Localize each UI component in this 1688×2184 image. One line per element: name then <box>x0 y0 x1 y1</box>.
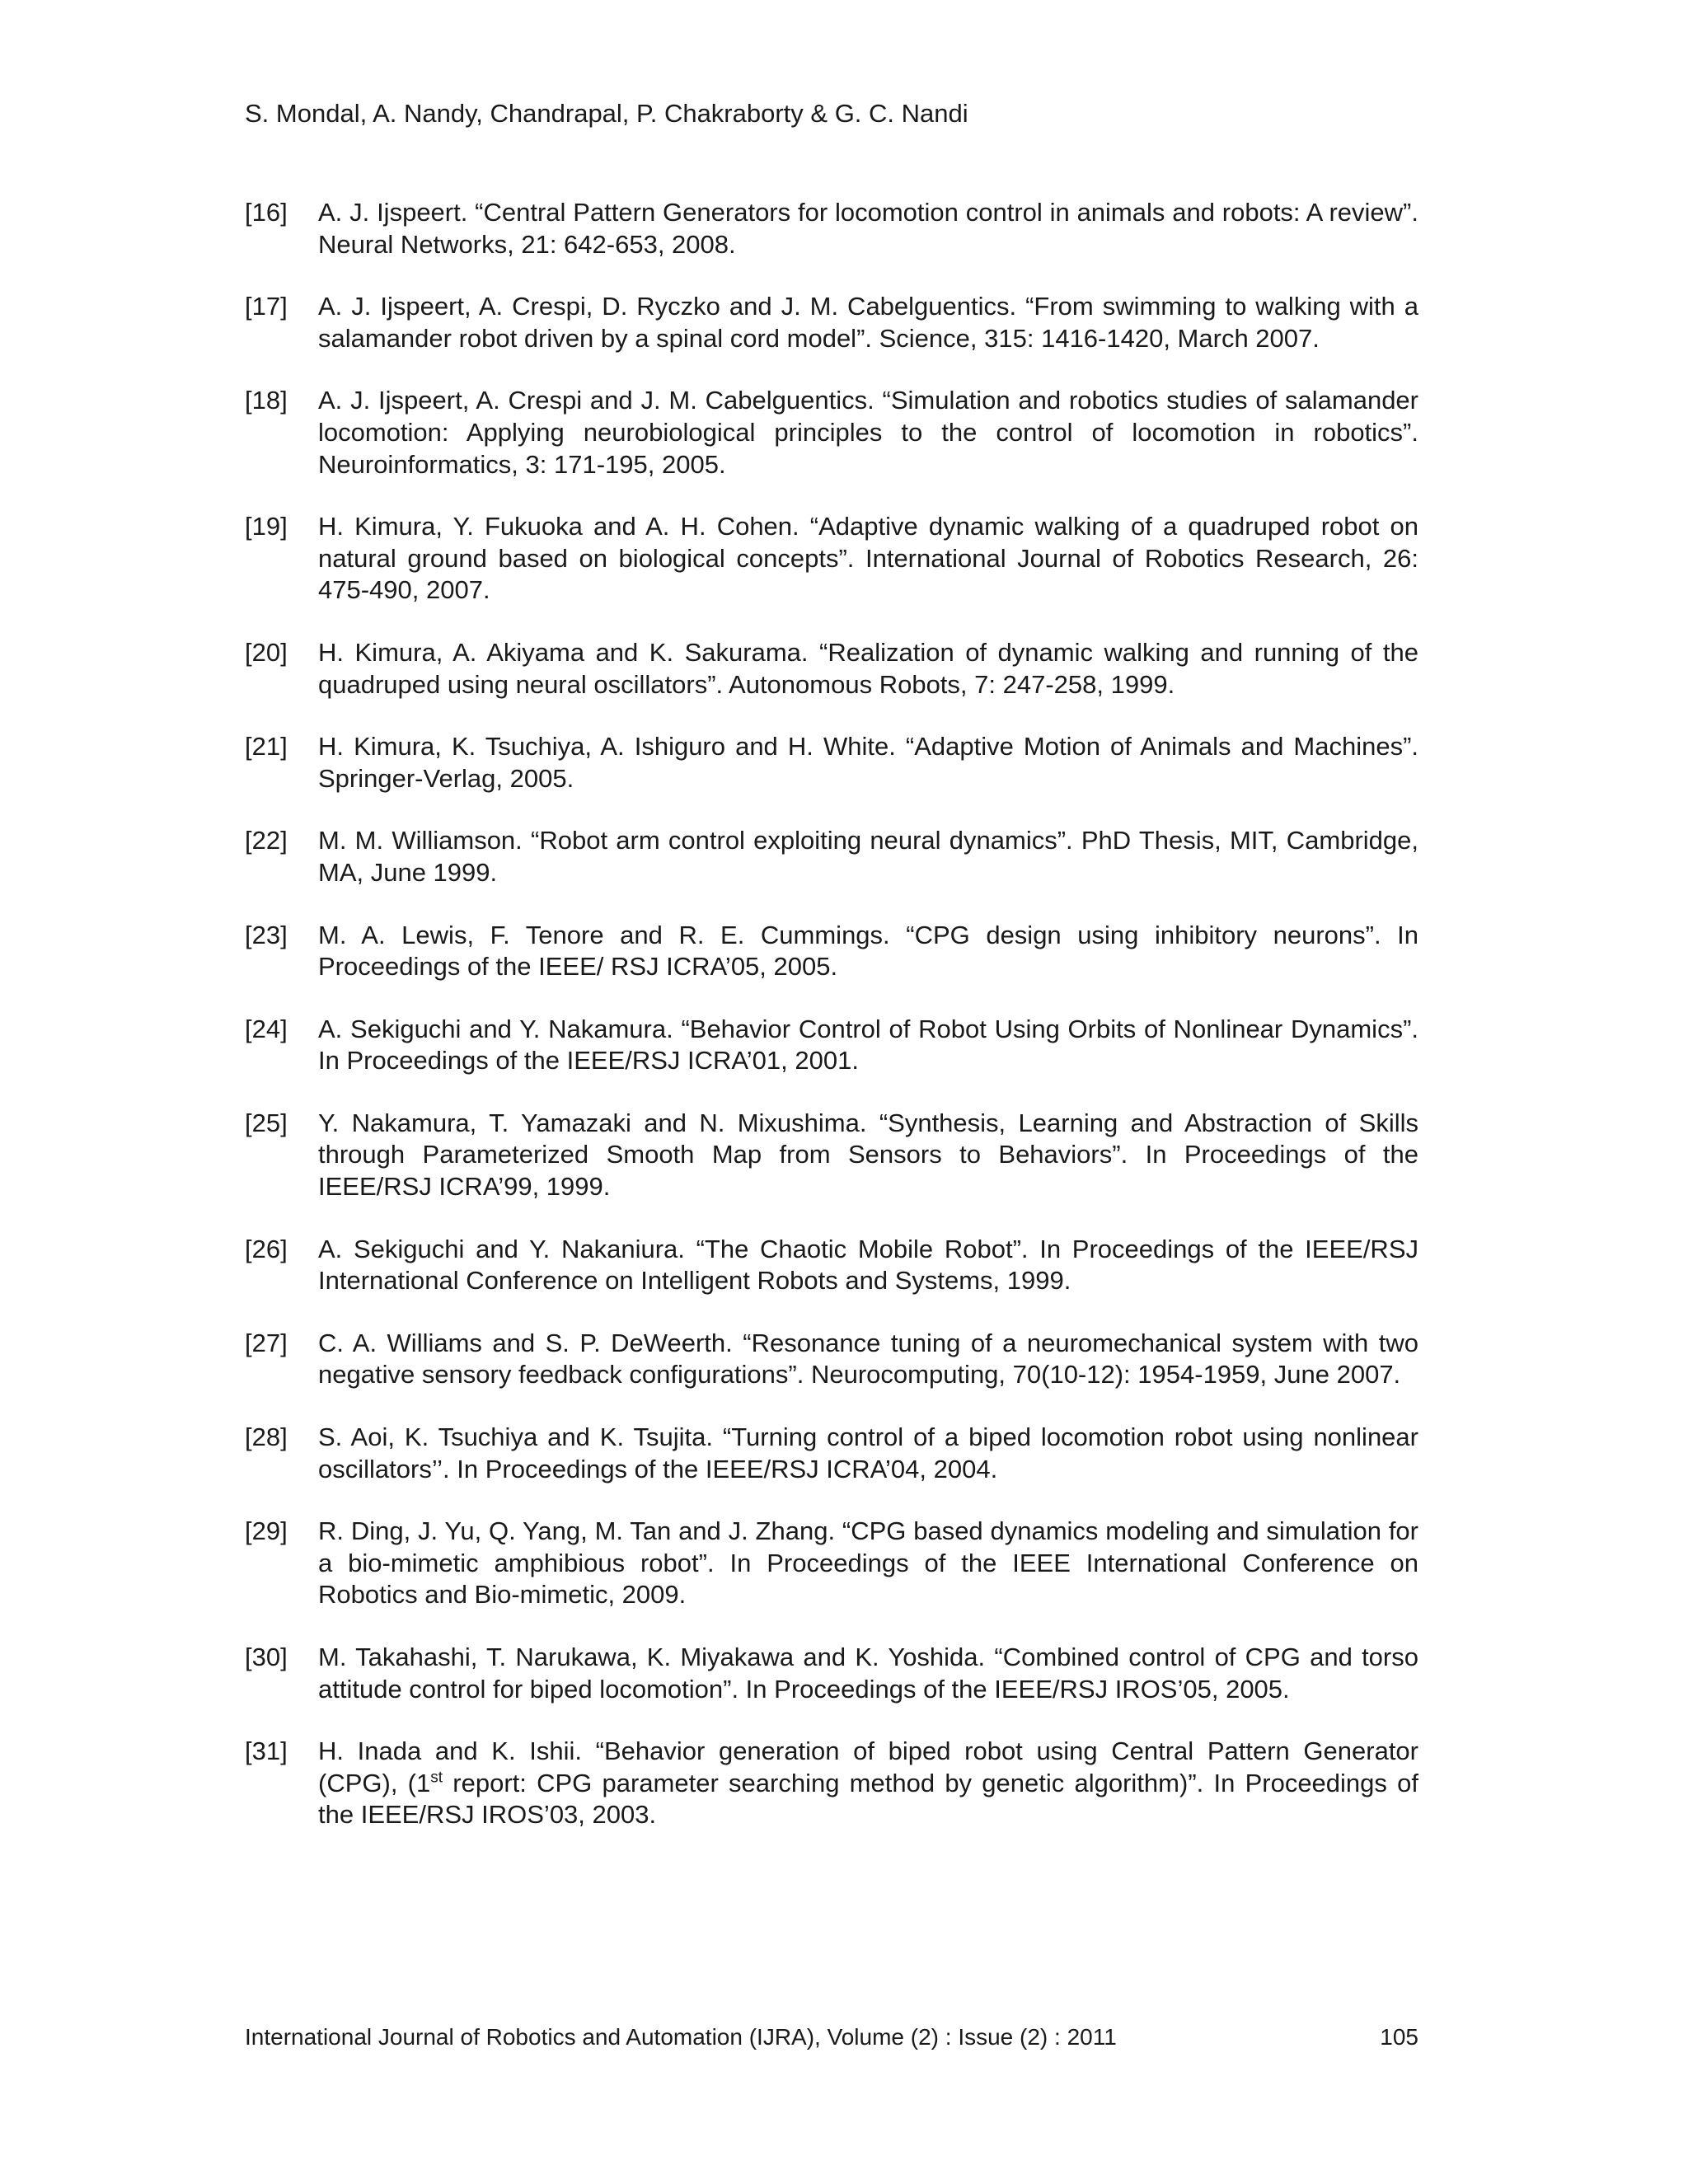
reference-25 <box>245 1108 1418 1203</box>
reference-number: [31] <box>245 1736 288 1766</box>
page-number: 105 <box>1380 2024 1418 2050</box>
reference-number: [30] <box>245 1643 288 1671</box>
reference-number: [24] <box>245 1014 288 1043</box>
reference-26 <box>245 1234 1418 1297</box>
reference-16 <box>245 197 1418 260</box>
reference-text: H. Kimura, K. Tsuchiya, A. Ishiguro and H. White. “Adaptive Motion of Animals and Machines”. Springer-Verlag, 2005. <box>318 732 1418 793</box>
reference-number: [17] <box>245 292 288 321</box>
reference-text: A. Sekiguchi and Y. Nakaniura. “The Chaotic Mobile Robot”. In Proceedings of the IEEE/RSJ International Conference on Intelligent Robots and Systems, 1999. <box>318 1234 1418 1296</box>
reference-27 <box>245 1328 1418 1391</box>
running-header: S. Mondal, A. Nandy, Chandrapal, P. Chakraborty & G. C. Nandi <box>245 99 968 128</box>
reference-text-part: report: CPG parameter searching method by genetic algorithm)”. In Proceedings of the IEEE/RSJ IROS’03, 2003. <box>318 1768 1419 1830</box>
reference-list <box>245 197 1418 1862</box>
reference-text: M. A. Lewis, F. Tenore and R. E. Cummings. “CPG design using inhibitory neurons”. In Proceedings of the IEEE/ RSJ ICRA’05, 2005. <box>318 920 1418 982</box>
reference-text: M. Takahashi, T. Narukawa, K. Miyakawa and K. Yoshida. “Combined control of CPG and torso attitude control for biped locomotion”. In Proceedings of the IEEE/RSJ IROS’05, 2005. <box>318 1643 1418 1704</box>
reference-text: S. Aoi, K. Tsuchiya and K. Tsujita. “Turning control of a biped locomotion robot using nonlinear oscillators’’. In Proceedings of the IEEE/RSJ ICRA’04, 2004. <box>318 1422 1418 1483</box>
reference-number: [18] <box>245 386 288 415</box>
reference-text: C. A. Williams and S. P. DeWeerth. “Resonance tuning of a neuromechanical system with two negative sensory feedback configurations”. Neurocomputing, 70(10-12): 1954-1959, June 2007. <box>318 1328 1418 1390</box>
reference-22 <box>245 825 1418 888</box>
reference-text <box>318 1736 1418 1829</box>
reference-number: [29] <box>245 1516 288 1546</box>
reference-19 <box>245 511 1418 607</box>
reference-number: [20] <box>245 637 288 667</box>
reference-text: A. J. Ijspeert, A. Crespi, D. Ryczko and J. M. Cabelguentics. “From swimming to walking with a salamander robot driven by a spinal cord model”. Science, 315: 1416-1420, March 2007. <box>318 292 1418 353</box>
reference-29 <box>245 1516 1418 1611</box>
reference-text: A. Sekiguchi and Y. Nakamura. “Behavior Control of Robot Using Orbits of Nonlinear Dynamics”. In Proceedings of the IEEE/RSJ ICRA’01, 2001. <box>318 1014 1418 1076</box>
reference-18 <box>245 385 1418 480</box>
reference-23 <box>245 920 1418 983</box>
reference-number: [26] <box>245 1234 288 1263</box>
reference-text: Y. Nakamura, T. Yamazaki and N. Mixushima. “Synthesis, Learning and Abstraction of Skills through Parameterized Smooth Map from Sensors to Behaviors”. In Proceedings of the IEEE/RSJ ICRA’99, 1999. <box>318 1108 1418 1202</box>
reference-31 <box>245 1736 1418 1831</box>
reference-21 <box>245 731 1418 794</box>
reference-text: H. Kimura, Y. Fukuoka and A. H. Cohen. “Adaptive dynamic walking of a quadruped robot on natural ground based on biological concepts”. International Journal of Robotics Research, 26: 475-490, 2007. <box>318 512 1418 605</box>
reference-24 <box>245 1014 1418 1077</box>
reference-28 <box>245 1422 1418 1485</box>
reference-20 <box>245 637 1418 701</box>
reference-text: A. J. Ijspeert, A. Crespi and J. M. Cabelguentics. “Simulation and robotics studies of salamander locomotion: Applying neurobiological principles to the control of locomotion in robotics”. Neuroinformatics, 3: 171-195, 2005. <box>318 386 1418 479</box>
reference-text: M. M. Williamson. “Robot arm control exploiting neural dynamics”. PhD Thesis, MIT, Cambridge, MA, June 1999. <box>318 826 1418 887</box>
reference-number: [28] <box>245 1422 288 1452</box>
footer-journal-info: International Journal of Robotics and Automation (IJRA), Volume (2) : Issue (2) : 2011 <box>245 2024 1117 2050</box>
reference-number: [21] <box>245 732 288 762</box>
ordinal-superscript: st <box>430 1769 443 1787</box>
reference-30 <box>245 1642 1418 1705</box>
reference-number: [19] <box>245 512 288 541</box>
reference-text: A. J. Ijspeert. “Central Pattern Generators for locomotion control in animals and robots: A review”. Neural Networks, 21: 642-653, 2008. <box>318 198 1418 259</box>
reference-number: [16] <box>245 198 288 227</box>
reference-text-part: H. Inada and K. Ishii. “Behavior generation of biped robot using Central Pattern Generator (CPG), (1 <box>318 1736 1418 1797</box>
reference-number: [25] <box>245 1108 288 1137</box>
reference-17 <box>245 291 1418 354</box>
reference-text: H. Kimura, A. Akiyama and K. Sakurama. “Realization of dynamic walking and running of the quadruped using neural oscillators”. Autonomous Robots, 7: 247-258, 1999. <box>318 637 1418 699</box>
reference-number: [22] <box>245 826 288 855</box>
reference-number: [27] <box>245 1328 288 1357</box>
reference-number: [23] <box>245 920 288 949</box>
reference-text: R. Ding, J. Yu, Q. Yang, M. Tan and J. Zhang. “CPG based dynamics modeling and simulation for a bio-mimetic amphibious robot”. In Proceedings of the IEEE International Conference on Robotics and Bio-mimetic, 2009. <box>318 1516 1418 1610</box>
